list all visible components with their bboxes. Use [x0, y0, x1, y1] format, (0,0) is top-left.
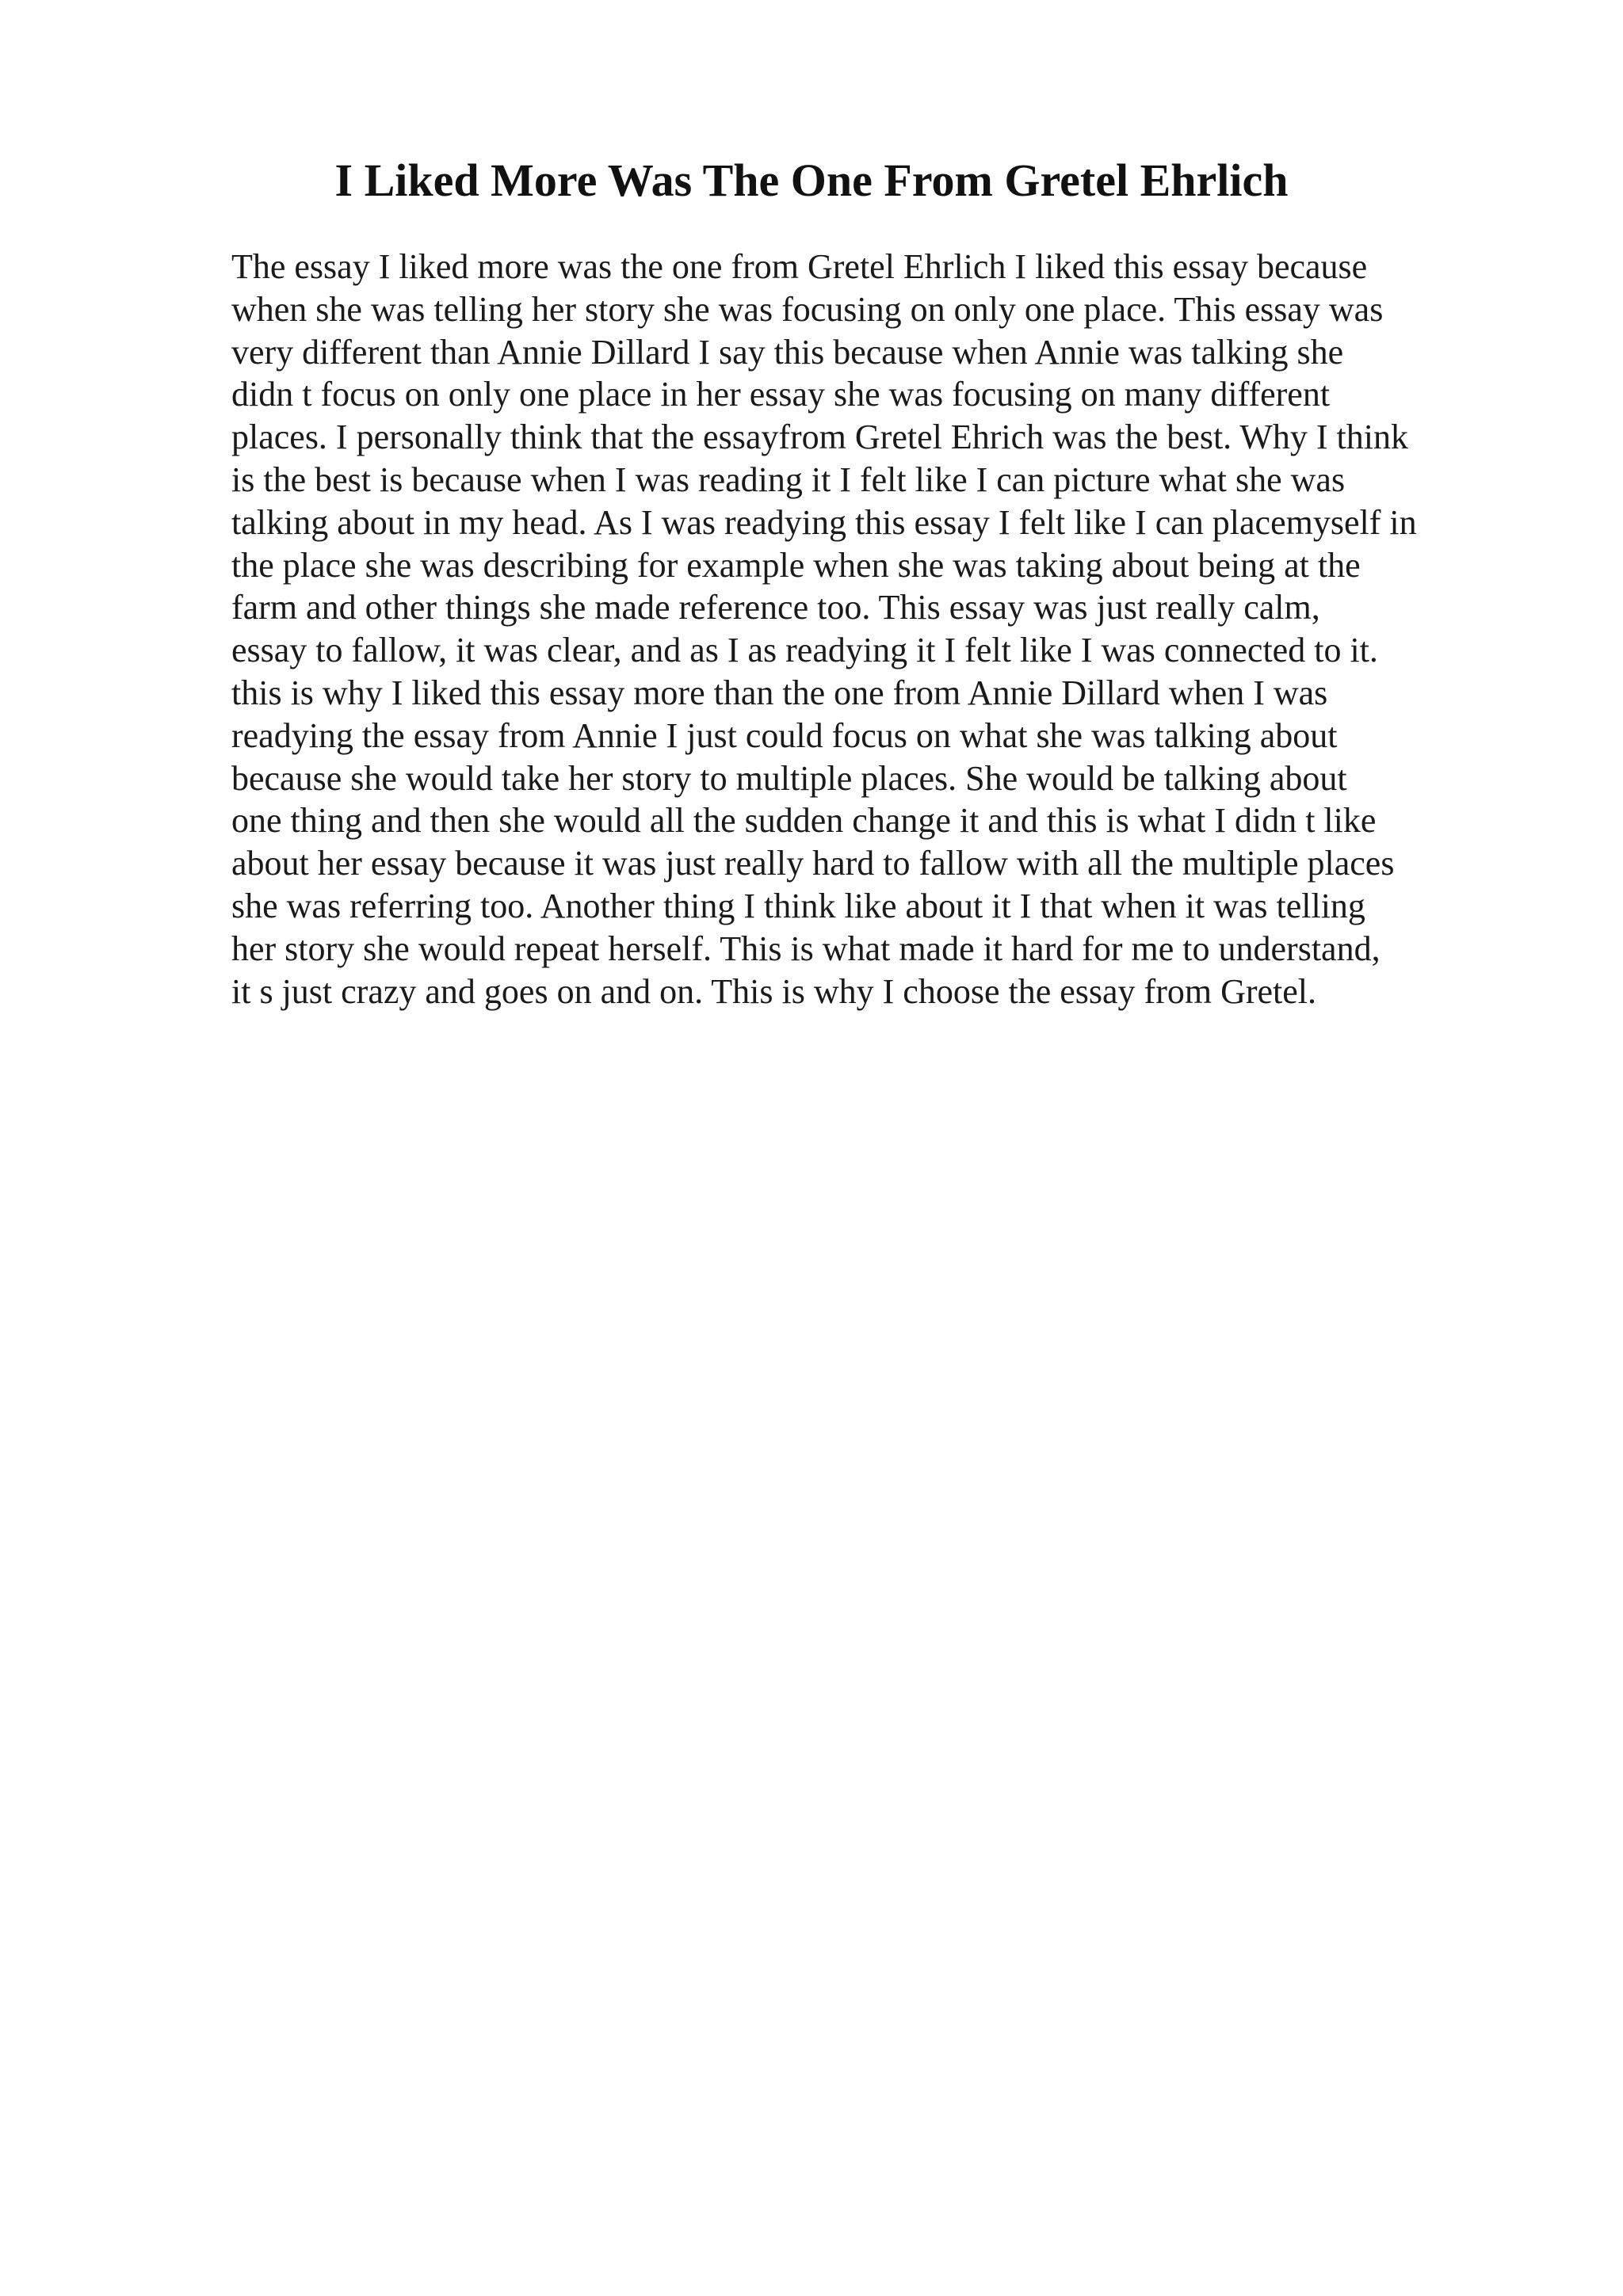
essay-line: about her essay because it was just really hard to fallow with all the multiple places — [231, 844, 1395, 883]
page-title: I Liked More Was The One From Gretel Ehrlich — [334, 154, 1289, 206]
essay-line: because she would take her story to multiple places. She would be talking about — [231, 758, 1347, 798]
essay-line: very different than Annie Dillard I say this because when Annie was talking she — [231, 332, 1344, 372]
essay-line: essay to fallow, it was clear, and as I as readying it I felt like I was connected to it. — [231, 631, 1378, 670]
essay-line: is the best is because when I was reading it I felt like I can picture what she was — [231, 460, 1346, 499]
essay-line: one thing and then she would all the sudden change it and this is what I didn t like — [231, 801, 1377, 841]
essay-line: places. I personally think that the essayfrom Gretel Ehrich was the best. Why I think — [231, 418, 1408, 457]
essay-line: The essay I liked more was the one from Gretel Ehrlich I liked this essay because — [231, 247, 1368, 286]
essay-line: when she was telling her story she was focusing on only one place. This essay was — [231, 289, 1384, 329]
essay-line: her story she would repeat herself. This is what made it hard for me to understand, — [231, 929, 1381, 968]
essay-line: this is why I liked this essay more than the one from Annie Dillard when I was — [231, 673, 1328, 712]
essay-line: farm and other things she made reference too. This essay was just really calm, — [231, 588, 1320, 627]
essay-line: it s just crazy and goes on and on. This is why I choose the essay from Gretel. — [231, 971, 1317, 1011]
essay-line: talking about in my head. As I was readying this essay I felt like I can placemyself in — [231, 502, 1417, 542]
essay-body — [231, 246, 1594, 1013]
essay-line: readying the essay from Annie I just could focus on what she was talking about — [231, 715, 1338, 755]
essay-line: the place she was describing for example when she was taking about being at the — [231, 545, 1361, 585]
essay-line: didn t focus on only one place in her essay she was focusing on many different — [231, 375, 1331, 414]
essay-line: she was referring too. Another thing I think like about it I that when it was telling — [231, 886, 1365, 925]
